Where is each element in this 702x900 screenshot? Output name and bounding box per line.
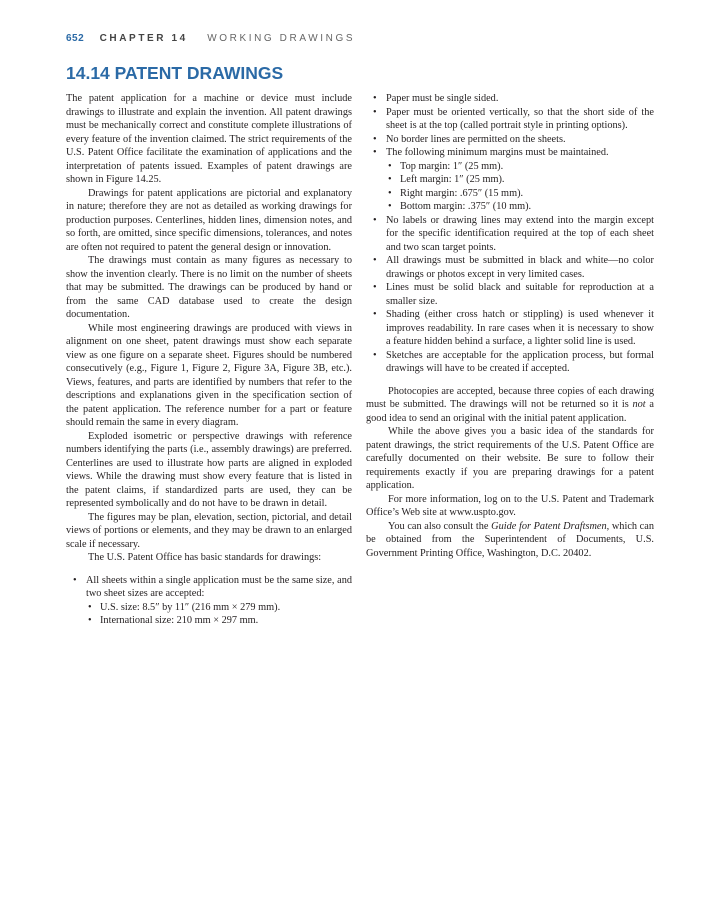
list-item: • No labels or drawing lines may extend into the margin except for the specific identification required at the top of each sheet and two scan target points.: [366, 214, 654, 255]
text-run: a good idea to send an original with the initial patent application.: [366, 399, 654, 424]
paragraph: The drawings must contain as many figures as necessary to show the invention clearly. There is no limit on the number of sheets that may be submitted. The drawings can be produced by hand or from the same CAD database used to create the design documentation.: [66, 255, 352, 320]
list-item: • Top margin: 1″ (25 mm).: [386, 160, 654, 174]
text-run: which can be obtained from the Superintendent of Documents, U.S. Government Printing Office, Washington, D.C. 20402.: [366, 520, 654, 559]
paragraph: For more information, log on to the U.S. Patent and Trademark Office’s Web site at www.uspto.gov.: [366, 493, 654, 518]
chapter-label: CHAPTER 14: [99, 33, 188, 44]
paragraph: While the above gives you a basic idea of the standards for patent drawings, the strict requirements of the U.S. Patent Office are carefully documented on their website. Be sure to follow their requirements exactly if you are preparing drawings for a patent application.: [366, 426, 654, 491]
list-item: • Lines must be solid black and suitable for reproduction at a smaller size.: [366, 281, 654, 308]
list-item: [66, 574, 352, 628]
left-column: [66, 92, 352, 628]
sub-bullet-list: [86, 601, 352, 628]
paragraph: The figures may be plan, elevation, section, pictorial, and detail views of portions or elements, and they may be drawn to an enlarged scale if necessary.: [66, 511, 352, 550]
paragraph: [366, 520, 654, 561]
list-item: • International size: 210 mm × 297 mm.: [86, 614, 352, 628]
list-item: • Sketches are acceptable for the application process, but formal drawings will have to be created if accepted.: [366, 349, 654, 376]
paragraph: Drawings for patent applications are pictorial and explanatory in nature; therefore they are not as detailed as working drawings for production purposes. Centerlines, hidden lines, dimension notes, and so forth, are omitted, since specific dimensions, tolerances, and notes are often not required to patent the general design or innovation.: [66, 187, 352, 253]
running-head: [66, 33, 355, 44]
paragraph: [366, 385, 654, 426]
list-item-text: The following minimum margins must be maintained.: [386, 147, 609, 158]
paragraph: While most engineering drawings are produced with views in alignment on one sheet, patent drawings must show each separate view as one figure on a separate sheet. Figures should be numbered consecutively (e.g., Figure 1, Figure 2, Figure 3A, Figure 3B, etc.). Views, features, and parts are identified by numbers that refer to the descriptions and explanations given in the specification section of the patent application. The reference number for a part or feature should remain the same in every diagram.: [66, 322, 352, 428]
paragraph: The patent application for a machine or device must include drawings to illustrate and explain the invention. All patent drawings must be mechanically correct and constitute complete illustrations of every feature of the invention claimed. The strict requirements of the U.S. Patent Office facilitate the examination of applications and the interpretation of patents issued. Examples of patent drawings are shown in Figure 14.25.: [66, 93, 352, 185]
list-item: • No border lines are permitted on the sheets.: [366, 133, 654, 147]
list-item: • Paper must be oriented vertically, so that the short side of the sheet is at the top (called portrait style in printing options).: [366, 106, 654, 133]
list-item: • Paper must be single sided.: [366, 92, 654, 106]
paragraph: Exploded isometric or perspective drawings with reference numbers identifying the parts (i.e., assembly drawings) are preferred. Centerlines are used to illustrate how parts are aligned in exploded views. While the drawing must show every feature that is listed in the patent claims, if standardized parts are used, they can be represented symbolically and do not have to be drawn in detail.: [66, 430, 352, 509]
emphasis: not: [632, 399, 646, 410]
list-item: • Left margin: 1″ (25 mm).: [386, 173, 654, 187]
list-item: • U.S. size: 8.5″ by 11″ (216 mm × 279 mm).: [86, 601, 352, 615]
text-run: Photocopies are accepted, because three copies of each drawing must be submitted. The drawings will not be returned so it is: [366, 385, 654, 410]
list-item: • Bottom margin: .375″ (10 mm).: [386, 200, 654, 214]
text-run: You can also consult the: [388, 520, 492, 532]
bullet-list: [366, 92, 654, 376]
paragraph: The U.S. Patent Office has basic standards for drawings:: [88, 552, 322, 563]
section-heading: 14.14 PATENT DRAWINGS: [66, 63, 284, 83]
sub-bullet-list: [386, 160, 654, 214]
list-item: [366, 146, 654, 214]
right-column: [366, 92, 654, 560]
chapter-title: WORKING DRAWINGS: [207, 33, 356, 44]
list-item: • All drawings must be submitted in black and white—no color drawings or photos except in very limited cases.: [366, 254, 654, 281]
book-title: Guide for Patent Draftsmen,: [491, 520, 610, 532]
bullet-list: [66, 574, 352, 628]
list-item: • Right margin: .675″ (15 mm).: [386, 187, 654, 201]
page-number: 652: [66, 33, 85, 44]
list-item: • Shading (either cross hatch or stippling) is used whenever it improves readability. In rare cases when it is necessary to show a feature hidden behind a surface, a lighter solid line is used.: [366, 308, 654, 349]
list-item-text: All sheets within a single application must be the same size, and two sheet sizes are accepted:: [86, 574, 352, 599]
